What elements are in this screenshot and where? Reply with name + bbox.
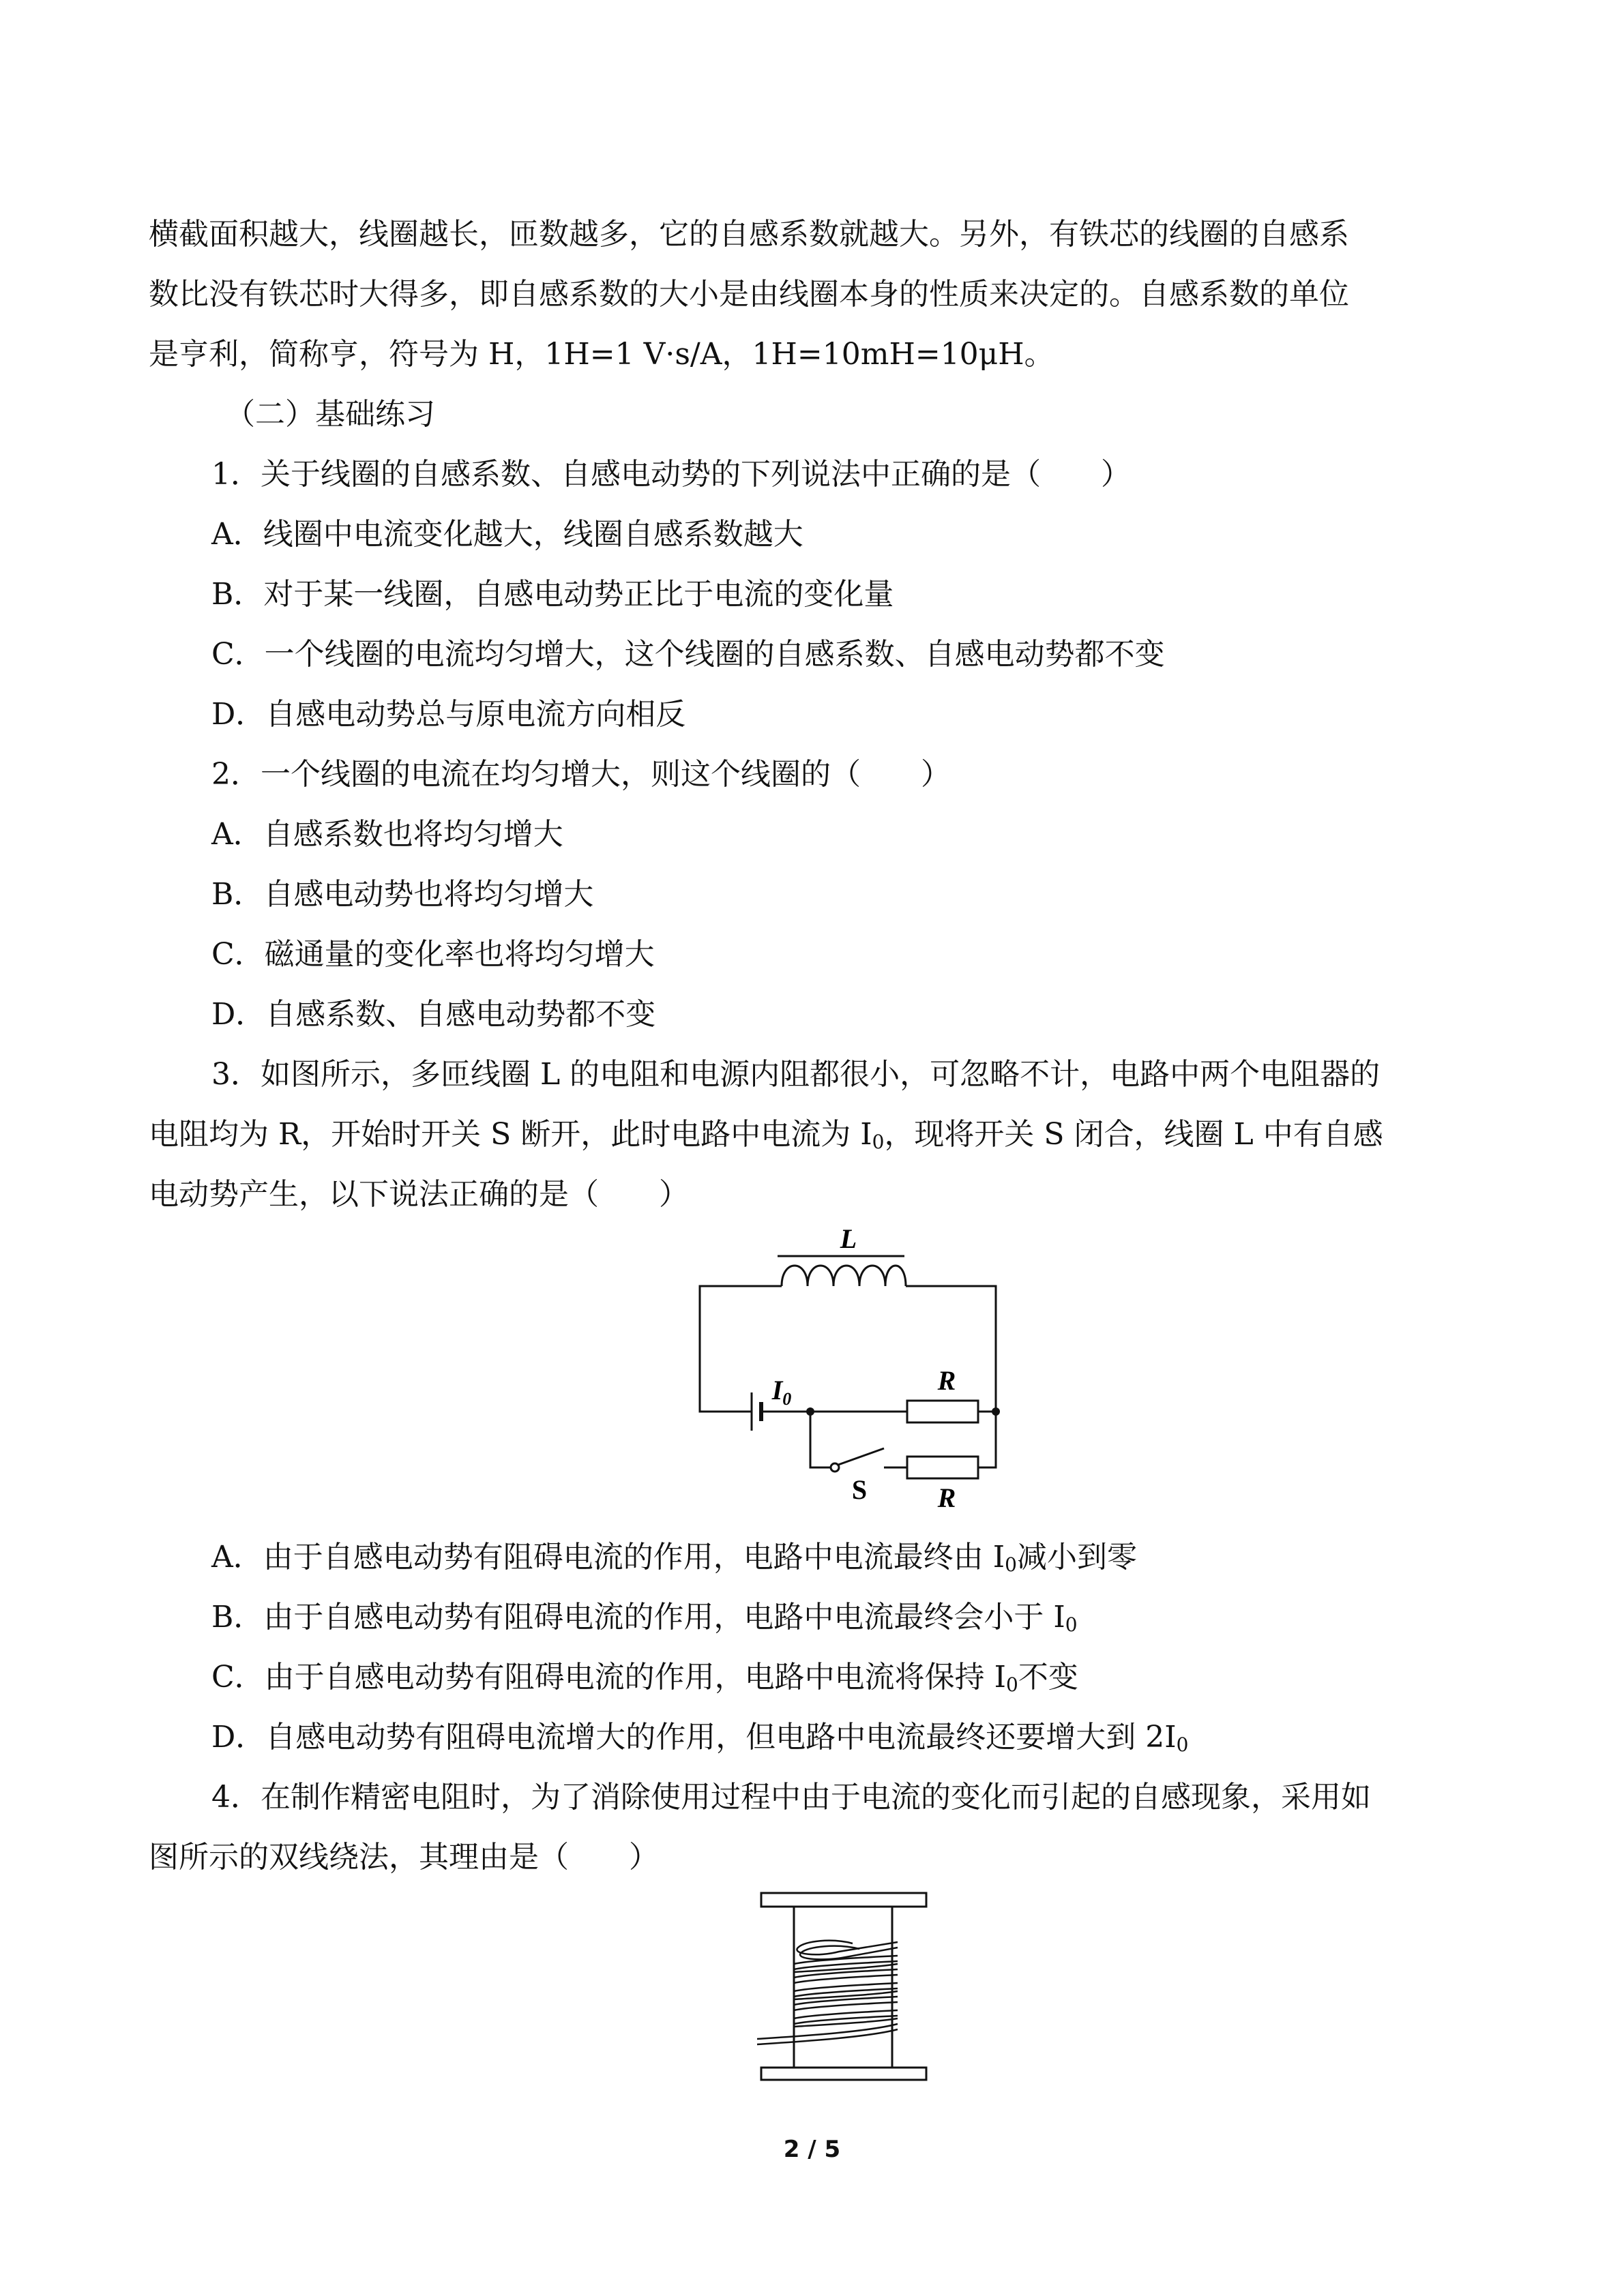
question-3-stem-line-2: 电阻均为 R，开始时开关 S 断开，此时电路中电流为 $I_0$，现将开关 S 闭合，线圈 L 中有自感	[149, 1117, 1383, 1153]
junction-dot-right	[992, 1407, 1000, 1416]
question-2-option-a: A．自感系数也将均匀增大	[211, 817, 563, 852]
page-number: 2 / 5	[783, 2136, 841, 2163]
question-2-option-d: D．自感系数、自感电动势都不变	[211, 997, 656, 1032]
current-label: $I_0$	[771, 1375, 792, 1409]
question-3-option-d: D．自感电动势有阻碍电流增大的作用，但电路中电流最终还要增大到 $2I_0$	[211, 1720, 1189, 1756]
inductor-coil	[782, 1266, 906, 1286]
question-4-stem-line-1: 4．在制作精密电阻时，为了消除使用过程中由于电流的变化而引起的自感现象，采用如	[211, 1780, 1371, 1815]
resistor-r2-label: R	[937, 1482, 956, 1513]
question-2-option-c: C．磁通量的变化率也将均匀增大	[211, 937, 655, 972]
switch-contact	[831, 1463, 839, 1472]
question-1-option-a: A．线圈中电流变化越大，线圈自感系数越大	[211, 517, 803, 552]
inductor-label: L	[840, 1223, 857, 1254]
intro-line-3: 是亨利，简称亨，符号为 H，1H=1 V·s/A，1H=10mH=10μH。	[149, 337, 1054, 372]
spool-bottom-flange	[761, 2068, 926, 2080]
question-1-option-d: D．自感电动势总与原电流方向相反	[211, 697, 686, 732]
question-3-option-b: B．由于自感电动势有阻碍电流的作用，电路中电流最终会小于 $I_0$	[211, 1600, 1078, 1636]
question-1-option-b: B．对于某一线圈，自感电动势正比于电流的变化量	[211, 577, 894, 612]
intro-line-2: 数比没有铁芯时大得多，即自感系数的大小是由线圈本身的性质来决定的。自感系数的单位	[149, 277, 1349, 312]
question-1-stem: 1．关于线圈的自感系数、自感电动势的下列说法中正确的是（ ）	[211, 457, 1131, 492]
question-3-stem-line-1: 3．如图所示，多匝线圈 L 的电阻和电源内阻都很小，可忽略不计，电路中两个电阻器的	[211, 1057, 1381, 1092]
question-3-option-a: A．由于自感电动势有阻碍电流的作用，电路中电流最终由 $I_0$减小到零	[211, 1540, 1137, 1576]
switch-label: S	[851, 1474, 868, 1505]
question-2-stem: 2．一个线圈的电流在均匀增大，则这个线圈的（ ）	[211, 757, 951, 792]
resistor-r2	[907, 1457, 978, 1478]
question-2-option-b: B．自感电动势也将均匀增大	[211, 877, 594, 912]
bifilar-coil-diagram	[757, 1889, 934, 2087]
question-3-stem-line-3: 电动势产生，以下说法正确的是（ ）	[149, 1177, 689, 1212]
spool-top-flange	[761, 1893, 926, 1907]
resistor-r1	[907, 1401, 978, 1422]
question-1-option-c: C．一个线圈的电流均匀增大，这个线圈的自感系数、自感电动势都不变	[211, 637, 1165, 672]
resistor-r1-label: R	[937, 1365, 956, 1396]
section-title: （二）基础练习	[225, 397, 435, 432]
question-4-stem-line-2: 图所示的双线绕法，其理由是（ ）	[149, 1840, 659, 1875]
double-wire-winding	[757, 1941, 898, 2044]
switch-blade	[838, 1448, 884, 1465]
intro-line-1: 横截面积越大，线圈越长，匝数越多，它的自感系数就越大。另外，有铁芯的线圈的自感系	[149, 217, 1349, 252]
question-3-option-c: C．由于自感电动势有阻碍电流的作用，电路中电流将保持 $I_0$不变	[211, 1660, 1078, 1696]
circuit-diagram	[689, 1221, 1023, 1521]
